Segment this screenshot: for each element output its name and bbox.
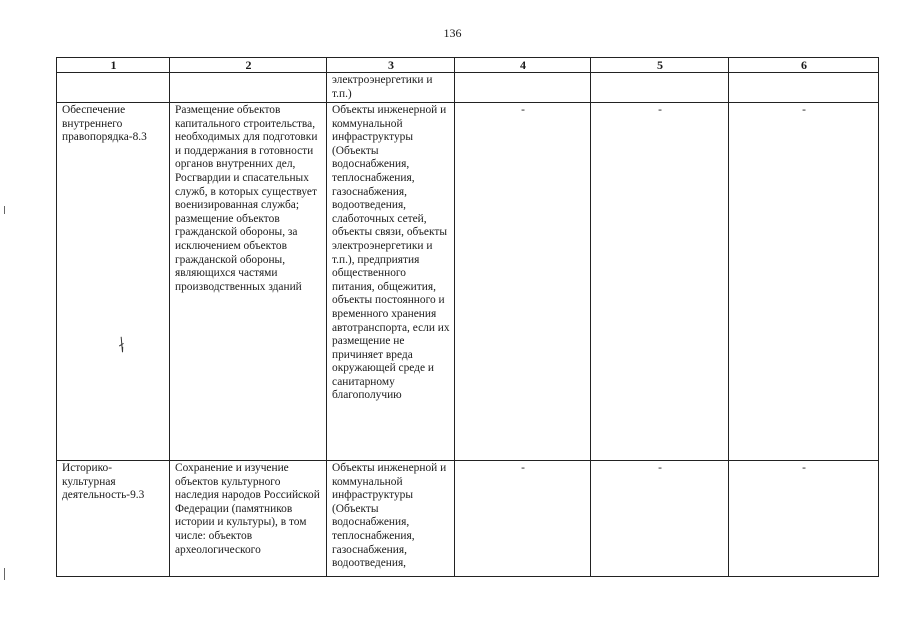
table-cell <box>170 73 327 103</box>
table-cell <box>57 73 170 103</box>
column-header: 2 <box>170 58 327 73</box>
dash-value: - <box>658 104 662 116</box>
column-header: 4 <box>455 58 591 73</box>
dash-cell <box>729 103 879 461</box>
table-header-row <box>57 58 879 73</box>
dash-cell <box>591 103 729 461</box>
scan-margin-mark <box>4 568 5 580</box>
table-cell <box>729 73 879 103</box>
dash-value: - <box>802 104 806 116</box>
dash-value: - <box>521 462 525 474</box>
auxiliary-uses-cell: Объекты инженерной и коммунальной инфраструктуры (Объекты водоснабжения, теплоснабжения, газоснабжения, водоотведения, слаботочных сетей, объекты связи, объекты электроэнергетики и т.п.), предприятия общественного питания, общежития, объекты постоянного и временного хранения автотранспорта, если их размещение не причиняет вреда окружающей среде и санитарному благополучию <box>327 103 455 461</box>
column-header: 1 <box>57 58 170 73</box>
dash-value: - <box>802 462 806 474</box>
auxiliary-uses-cell: Объекты инженерной и коммунальной инфраструктуры (Объекты водоснабжения, теплоснабжения, газоснабжения, водоотведения, <box>327 461 455 577</box>
land-use-type-cell: Историко-культурная деятельность-9.3 <box>57 461 170 577</box>
dash-value: - <box>521 104 525 116</box>
dash-cell <box>455 103 591 461</box>
description-cell: Сохранение и изучение объектов культурного наследия народов Российской Федерации (памятников истории и культуры), в том числе: объектов археологического <box>170 461 327 577</box>
continuation-row <box>57 73 879 103</box>
dash-cell <box>455 461 591 577</box>
scan-margin-mark <box>4 206 5 214</box>
dash-cell <box>591 461 729 577</box>
column-header: 6 <box>729 58 879 73</box>
column-header: 3 <box>327 58 455 73</box>
land-use-table <box>56 57 879 577</box>
column-header: 5 <box>591 58 729 73</box>
dash-value: - <box>658 462 662 474</box>
table-cell <box>591 73 729 103</box>
page-number: 136 <box>443 26 462 40</box>
dash-cell <box>729 461 879 577</box>
table-cell: электроэнергетики и т.п.) <box>327 73 455 103</box>
description-cell: Размещение объектов капитального строительства, необходимых для подготовки и поддержания в готовности органов внутренних дел, Росгвардии и спасательных служб, в которых существует военизированная служба; размещение объектов гражданской обороны, за исключением объектов гражданской обороны, являющихся частями производственных зданий <box>170 103 327 461</box>
land-use-type-cell: Обеспечение внутреннего правопорядка-8.3 <box>57 103 170 461</box>
table-row <box>57 103 879 461</box>
table-cell <box>455 73 591 103</box>
table-row <box>57 461 879 577</box>
